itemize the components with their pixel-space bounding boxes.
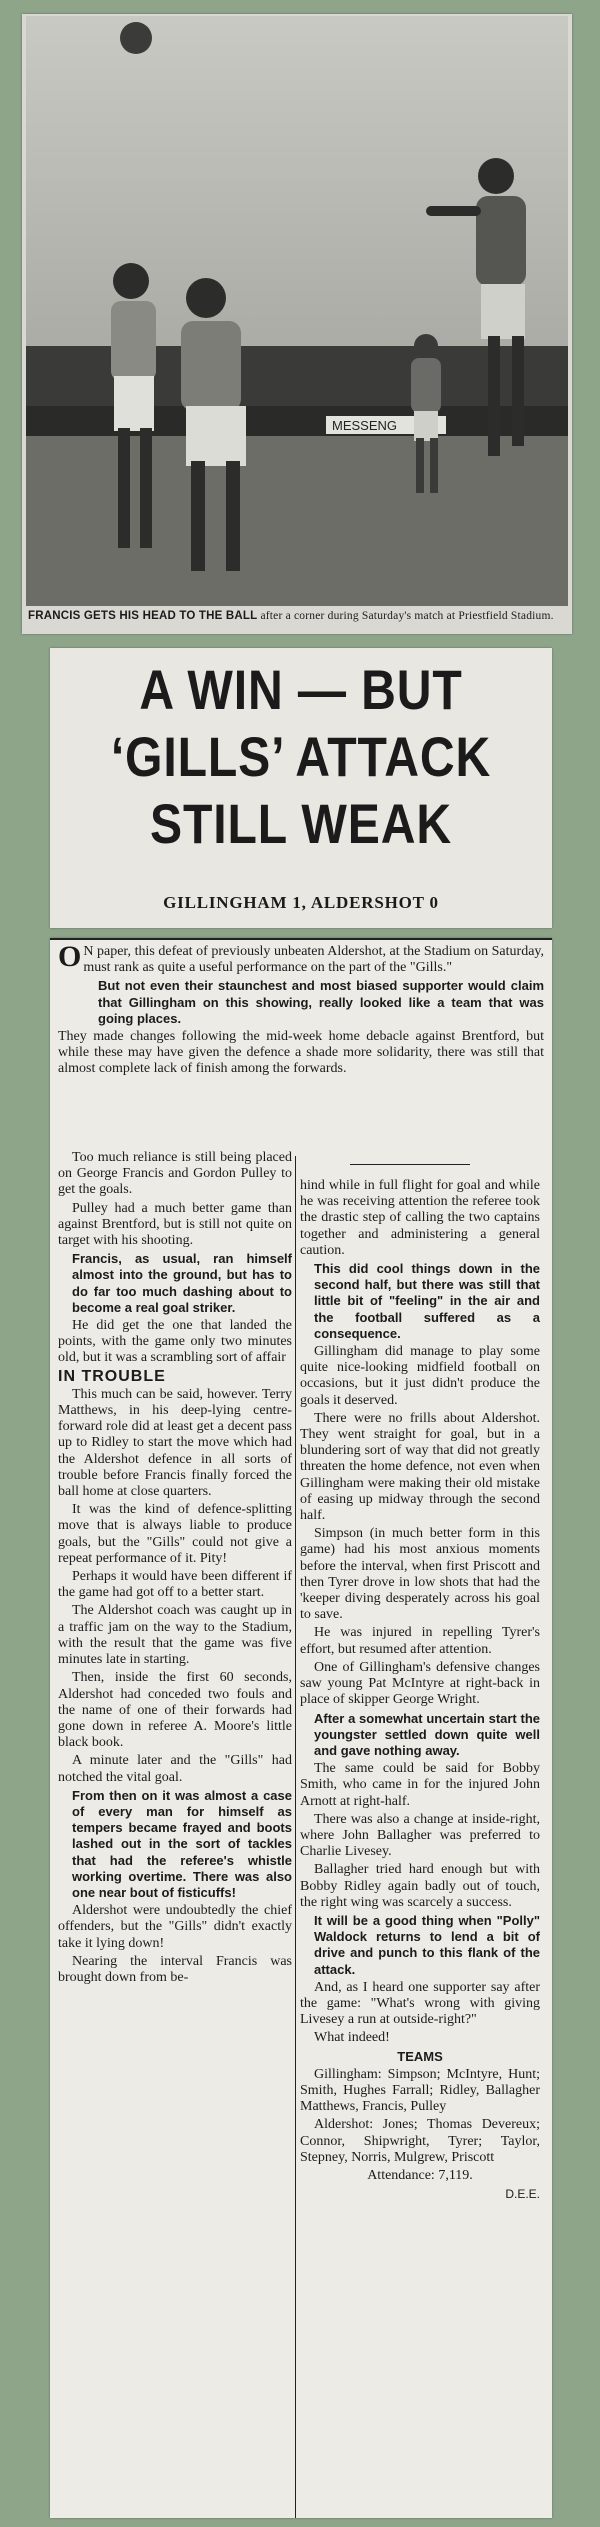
teams-aldershot: Aldershot: Jones; Thomas Devereux; Connor, Shipwright, Tyrer; Taylor, Stepney, Norris, Mulgrew, Priscott	[300, 2117, 540, 2165]
stadium-sign: MESSENG	[332, 418, 398, 433]
col-a-paragraph: It was the kind of defence-splitting move that is always liable to produce goals, but the "Gills" could not give a repeat performance of it. Pity!	[58, 1502, 292, 1566]
col-b-paragraph: What indeed!	[314, 2030, 390, 2046]
col-a-paragraph: Perhaps it would have been different if the game had got off to a better start.	[58, 1569, 292, 1601]
top-rule	[50, 938, 552, 940]
col-b-paragraph: The same could be said for Bobby Smith, who came in for the injured John Arnott at right-half.	[300, 1761, 540, 1809]
football	[120, 22, 152, 54]
col-a-paragraph: He did get the one that landed the points, with the game only two minutes old, but it was a scrambling sort of affair	[58, 1318, 292, 1366]
attendance: Attendance: 7,119.	[367, 2167, 473, 2183]
article-column-right	[300, 1178, 540, 2204]
col-b-paragraph: One of Gillingham's defensive changes saw young Pat McIntyre at right-back in place of skipper George Wright.	[300, 1659, 540, 1708]
lead-paragraph-3: They made changes following the mid-week home debacle against Brentford, but while these may have given the defence a shade more solidarity, there was still that almost complete lack of finish among the forwards.	[58, 1029, 544, 1077]
col-a-paragraph: Aldershot were undoubtedly the chief offenders, but the "Gills" didn't exactly take it lying down!	[58, 1903, 292, 1951]
lead-paragraph-2: But not even their staunchest and most biased supporter would claim that Gillingham on this showing, really looked like a team that was going places.	[98, 978, 544, 1026]
col-a-paragraph-bold: From then on it was almost a case of every man for himself as tempers became frayed and boots lashed out in the sort of tackles that had the referee's whistle working overtime. There was also one near bout of fisticuffs!	[72, 1787, 292, 1900]
author-signature: D.E.E.	[505, 2187, 540, 2202]
col-b-paragraph-bold: It will be a good thing when "Polly" Waldock returns to lend a bit of drive and punch to this flank of the attack.	[314, 1912, 540, 1977]
teams-heading: TEAMS	[397, 2048, 443, 2064]
headline-clipping	[50, 648, 552, 928]
col-b-paragraph: hind while in full flight for goal and while he was receiving attention the referee took the drastic step of calling the two captains together and administering a general caution.	[300, 1178, 540, 1258]
col-b-paragraph-bold: This did cool things down in the second half, but there was still that little bit of "feeling" in the air and the football suffered as a consequence.	[314, 1261, 540, 1341]
col-b-paragraph: There was also a change at inside-right, where John Ballagher was preferred to Charlie Livesey.	[300, 1811, 540, 1860]
col-a-paragraph: The Aldershot coach was caught up in a traffic jam on the way to the Stadium, with the result that the game was five minutes late in starting.	[58, 1603, 292, 1668]
col-b-paragraph: Ballagher tried hard enough but with Bobby Ridley again badly out of touch, the right wing was scarcely a success.	[300, 1862, 540, 1910]
col-b-paragraph: He was injured in repelling Tyrer's effort, but resumed after attention.	[300, 1625, 540, 1657]
headline-line-1: A WIN — BUT	[139, 658, 463, 721]
col-a-paragraph: Pulley had a much better game than against Brentford, but is still not quite on target with his shooting.	[58, 1200, 292, 1249]
headline-line-3: STILL WEAK	[149, 792, 452, 855]
photo-caption	[28, 610, 568, 623]
match-photo-clipping	[22, 14, 572, 634]
col-b-paragraph: Gillingham did manage to play some quite nice-looking midfield football on occasions, but it just didn't produce the goals it deserved.	[300, 1344, 540, 1408]
col-b-paragraph: Simpson (in much better form in this game) had his most anxious moments before the interval, when first Priscott and then Tyrer drove in low shots that had the 'keeper diving desperately across his goal to save.	[300, 1526, 540, 1623]
col-a-paragraph: Nearing the interval Francis was brought down from be-	[58, 1953, 292, 1985]
lead-paragraph-1: ON paper, this defeat of previously unbeaten Aldershot, at the Stadium on Saturday, must rank as quite a useful performance on the part of the "Gills."	[58, 940, 544, 976]
photo-illustration	[26, 16, 568, 606]
col-a-paragraph: Too much reliance is still being placed on George Francis and Gordon Pulley to get the goals.	[58, 1150, 292, 1198]
col-a-paragraph: A minute later and the "Gills" had notched the vital goal.	[58, 1753, 292, 1785]
col-b-paragraph: And, as I heard one supporter say after the game: "What's wrong with giving Livesey a run at outside-right?"	[300, 1979, 540, 2028]
teams-gillingham: Gillingham: Simpson; McIntyre, Hunt; Smith, Hughes Farrall; Ridley, Ballagher Matthews, Francis, Pulley	[300, 2066, 540, 2115]
col-a-paragraph: Then, inside the first 60 seconds, Aldershot had conceded two fouls and the name of one of their forwards had gone down in referee A. Moore's little black book.	[58, 1670, 292, 1751]
col-a-paragraph-bold: Francis, as usual, ran himself almost into the ground, but has to do far too much dashing about to become a real goal striker.	[72, 1251, 292, 1315]
caption-bold: FRANCIS GETS HIS HEAD TO THE BALL	[28, 610, 258, 622]
column-divider	[295, 1156, 296, 2518]
col-b-paragraph: There were no frills about Aldershot. They went straight for goal, but in a blundering sort of way that did not greatly threaten the home defence, not even when Gillingham were making their old mistake of easing up midway through the second half.	[300, 1410, 540, 1524]
col-a-paragraph: This much can be said, however. Terry Matthews, in his deep-lying centre-forward role did at least get a decent pass up to Ridley to start the move which had the Aldershot defence in all sorts of trouble before Francis finally forced the ball home at close quarters.	[58, 1386, 292, 1500]
article-clipping	[50, 938, 552, 2518]
article-column-left	[58, 1150, 292, 1988]
lead-paragraphs	[58, 940, 544, 1080]
match-score: GILLINGHAM 1, ALDERSHOT 0	[163, 893, 439, 912]
col-b-paragraph-bold: After a somewhat uncertain start the youngster settled down quite well and gave nothing away.	[314, 1710, 540, 1758]
caption-rest: after a corner during Saturday's match at Priestfield Stadium.	[260, 610, 554, 622]
column-b-rule	[350, 1164, 470, 1165]
subheading-in-trouble: IN TROUBLE	[58, 1367, 166, 1385]
match-photograph	[26, 16, 568, 606]
headline-line-2: ‘GILLS’ ATTACK	[110, 725, 492, 788]
headline	[85, 648, 517, 857]
